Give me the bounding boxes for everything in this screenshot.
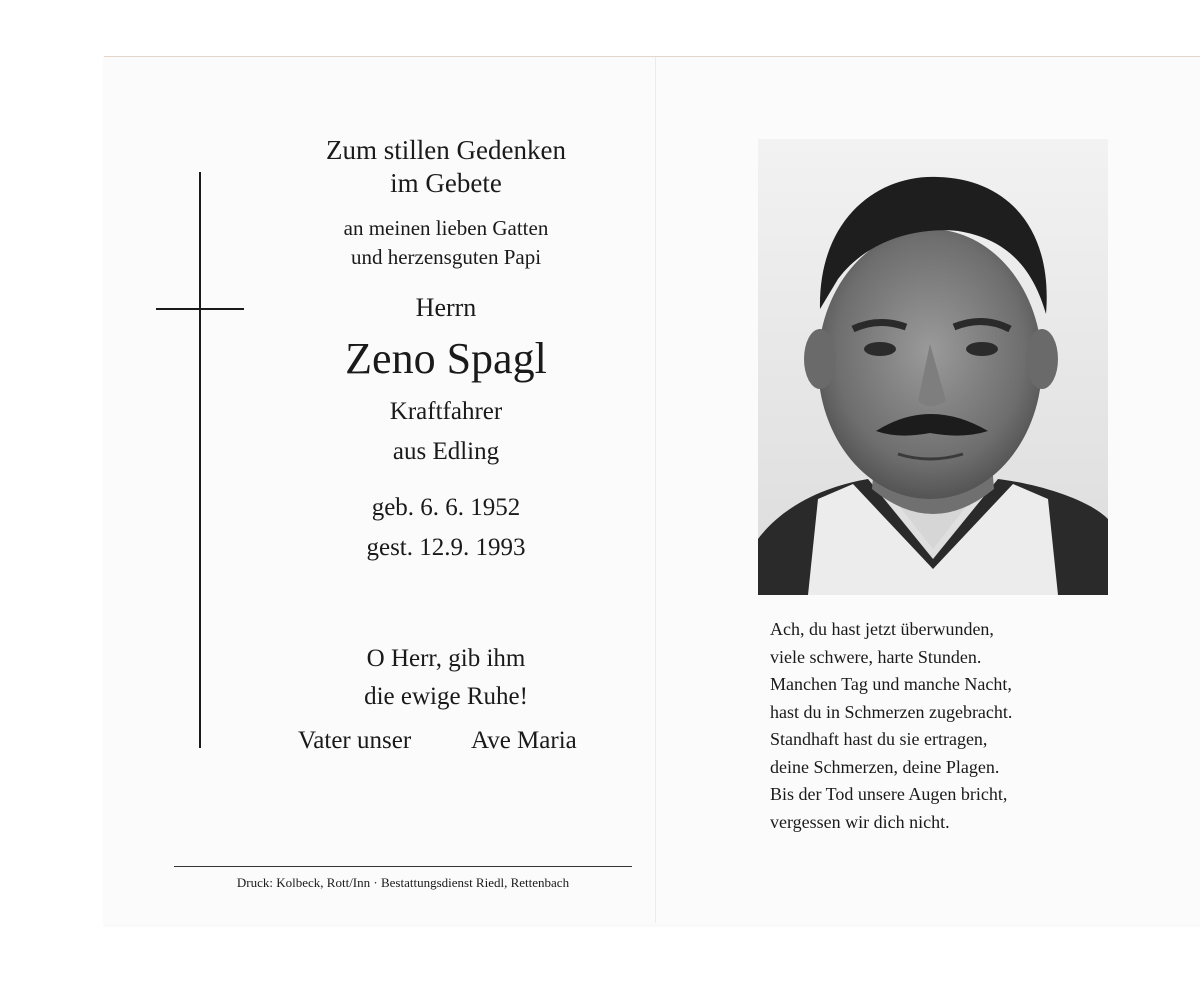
prayer-ave-maria: Ave Maria xyxy=(471,727,577,754)
birth-date: geb. 6. 6. 1952 xyxy=(371,494,521,521)
heading-line: im Gebete xyxy=(390,168,502,198)
dedication-line: und herzensguten Papi xyxy=(350,245,542,269)
salutation: Herrn xyxy=(415,293,477,322)
origin: aus Edling xyxy=(392,438,500,465)
poem-line: Standhaft hast du sie ertragen, xyxy=(770,729,988,749)
dedication-line: an meinen lieben Gatten xyxy=(343,216,549,240)
poem-line: Ach, du hast jetzt überwunden, xyxy=(770,619,994,639)
dedication xyxy=(246,214,646,272)
death-date: gest. 12.9. 1993 xyxy=(366,534,526,561)
portrait-image xyxy=(758,139,1108,595)
occupation: Kraftfahrer xyxy=(389,398,503,425)
memorial-poem xyxy=(770,616,1012,836)
poem-line: Bis der Tod unsere Augen bricht, xyxy=(770,784,1008,804)
printer-credit: Druck: Kolbeck, Rott/Inn · Bestattungsdienst Riedl, Rettenbach xyxy=(236,875,570,890)
card-fold-line xyxy=(655,57,656,923)
portrait-photo xyxy=(758,139,1108,595)
memorial-heading xyxy=(246,134,646,200)
footer-divider xyxy=(174,866,632,867)
prayer-vater-unser: Vater unser xyxy=(298,727,412,754)
occupation-block xyxy=(246,392,646,472)
prayers-row xyxy=(298,724,577,758)
poem-line: Manchen Tag und manche Nacht, xyxy=(770,674,1012,694)
cross-icon xyxy=(199,172,201,748)
prayer-line: die ewige Ruhe! xyxy=(364,683,528,710)
poem-line: viele schwere, harte Stunden. xyxy=(770,646,982,667)
prayer-line: O Herr, gib ihm xyxy=(366,645,526,672)
deceased-name: Zeno Spagl xyxy=(345,334,547,383)
heading-line: Zum stillen Gedenken xyxy=(326,135,566,165)
prayer xyxy=(246,640,646,716)
cross-icon-bar xyxy=(156,308,244,310)
poem-line: vergessen wir dich nicht. xyxy=(770,811,950,832)
life-dates xyxy=(246,488,646,568)
poem-line: hast du in Schmerzen zugebracht. xyxy=(770,701,1013,722)
poem-line: deine Schmerzen, deine Plagen. xyxy=(770,756,1000,777)
